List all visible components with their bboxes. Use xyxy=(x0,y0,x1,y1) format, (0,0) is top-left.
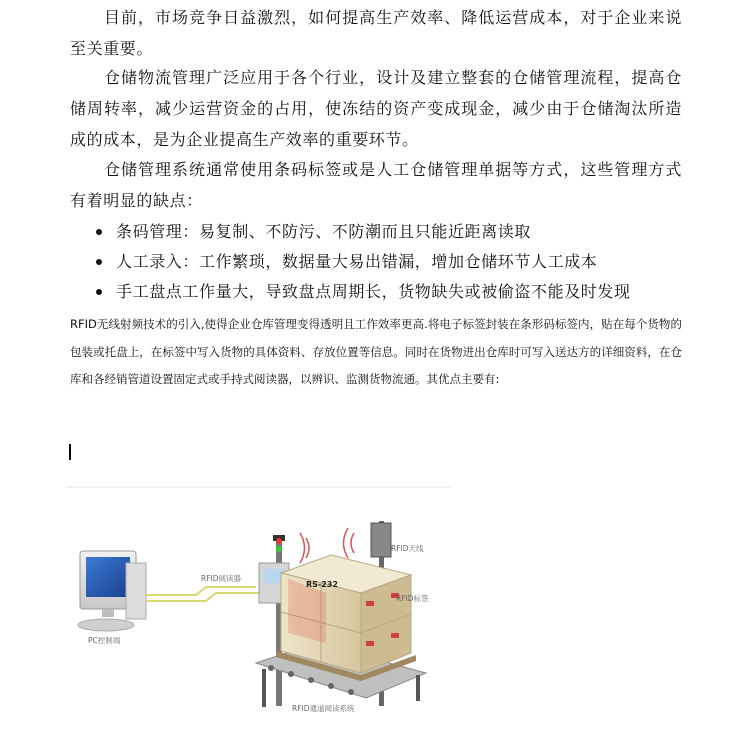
system-label: RFID通道阅读系统 xyxy=(292,704,355,713)
bullet-icon xyxy=(96,229,102,235)
list-item-text: 条码管理：易复制、不防污、不防潮而且只能近距离读取 xyxy=(116,222,532,241)
list-item xyxy=(96,277,631,307)
paragraph-intro: 目前，市场竞争日益激烈，如何提高生产效率、降低运营成本，对于企业来说至关重要。 xyxy=(70,8,682,58)
rfid-diagram xyxy=(66,483,456,718)
bullet-icon xyxy=(96,289,102,295)
paragraph-warehouse: 仓储物流管理广泛应用于各个行业，设计及建立整套的仓储管理流程，提高仓储周转率，减少运营资金的占用，使冻结的资产变成现金，减少由于仓储淘汰所造成的成本，是为企业提高生产效率的重要环节。 xyxy=(70,68,682,149)
list-item xyxy=(96,247,631,277)
rs232-label: RS-232 xyxy=(306,580,338,589)
antenna-label: RFID天线 xyxy=(391,544,424,553)
pc-icon xyxy=(78,551,146,631)
list-item-text: 人工录入：工作繁琐，数据量大易出错漏，增加仓储环节人工成本 xyxy=(116,252,598,271)
tag-label: RFID标签 xyxy=(396,594,429,603)
paragraph-drawbacks: 仓储管理系统通常使用条码标签或是人工仓储管理单据等方式，这些管理方式有着明显的缺点： xyxy=(70,160,682,210)
list-item xyxy=(96,217,631,247)
reader-label: RFID阅读器 xyxy=(201,574,242,583)
list-item-text: 手工盘点工作量大，导致盘点周期长，货物缺失或被偷盗不能及时发现 xyxy=(116,282,631,301)
paragraph-rfid: RFID无线射频技术的引入,使得企业仓库管理变得透明且工作效率更高.将电子标签封装在条形码标签内，贴在每个货物的包装或托盘上，在标签中写入货物的具体资料、存放位置等信息。同时在货物进出仓库时可写入送达方的详细资料，在仓库和各经销管道设置固定式或手持式阅读器，以辨识、监测货物流通。其优点主要有: xyxy=(70,317,682,386)
rfid-system-figure xyxy=(66,483,456,718)
pc-label: PC控制端 xyxy=(88,636,121,645)
bullet-icon xyxy=(96,259,102,265)
text-cursor xyxy=(69,444,71,460)
drawbacks-list xyxy=(96,217,631,307)
